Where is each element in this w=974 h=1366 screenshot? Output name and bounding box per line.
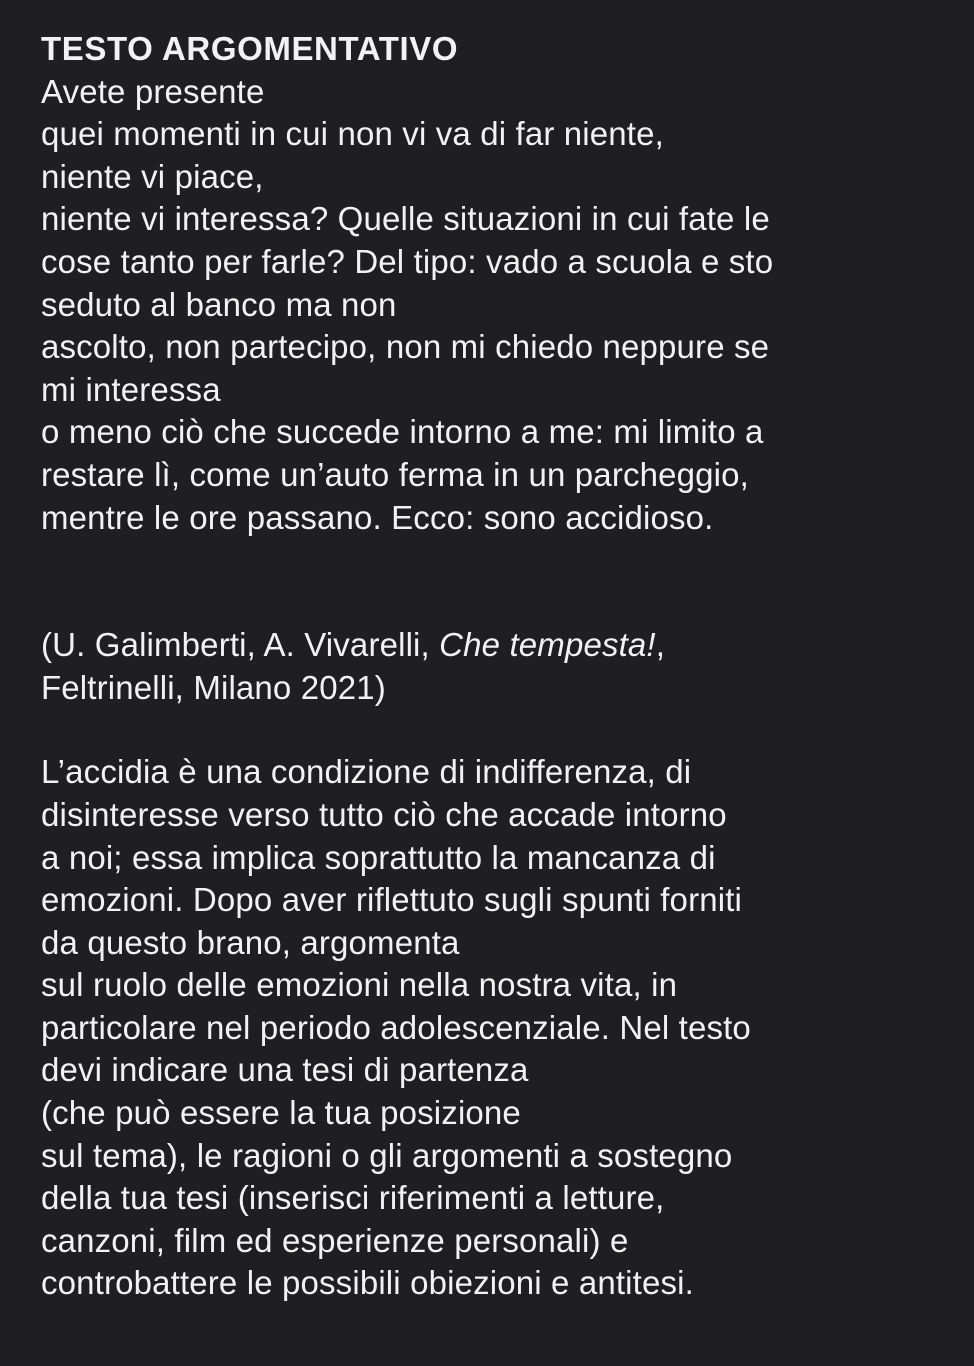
section-spacer bbox=[41, 709, 941, 751]
passage-line: cose tanto per farle? Del tipo: vado a scuola e sto bbox=[41, 242, 774, 280]
assignment-line: sul ruolo delle emozioni nella nostra vita, in bbox=[41, 966, 678, 1004]
section-spacer bbox=[41, 539, 941, 624]
citation-work-title: Che tempesta! bbox=[439, 626, 656, 664]
quoted-passage bbox=[41, 71, 941, 540]
assignment-prompt bbox=[41, 751, 941, 1305]
passage-line: quei momenti in cui non vi va di far niente, bbox=[41, 115, 664, 153]
passage-line: Avete presente bbox=[41, 72, 265, 110]
passage-line: mi interessa bbox=[41, 370, 221, 408]
source-citation bbox=[41, 624, 941, 709]
citation-comma: , bbox=[655, 626, 666, 664]
passage-line: o meno ciò che succede intorno a me: mi limito a bbox=[41, 413, 764, 451]
assignment-line: sul tema), le ragioni o gli argomenti a sostegno bbox=[41, 1136, 733, 1174]
passage-line: mentre le ore passano. Ecco: sono accidioso. bbox=[41, 498, 714, 536]
assignment-line: a noi; essa implica soprattutto la mancanza di bbox=[41, 838, 716, 876]
passage-line: seduto al banco ma non bbox=[41, 285, 397, 323]
assignment-line: canzoni, film ed esperienze personali) e bbox=[41, 1221, 629, 1259]
citation-authors: (U. Galimberti, A. Vivarelli, bbox=[41, 626, 440, 664]
document-title: TESTO ARGOMENTATIVO bbox=[41, 30, 459, 67]
assignment-line: controbattere le possibili obiezioni e antitesi. bbox=[41, 1264, 694, 1302]
assignment-line: disinteresse verso tutto ciò che accade intorno bbox=[41, 795, 727, 833]
assignment-line: devi indicare una tesi di partenza bbox=[41, 1051, 529, 1089]
passage-line: niente vi interessa? Quelle situazioni in cui fate le bbox=[41, 200, 770, 238]
assignment-line: emozioni. Dopo aver riflettuto sugli spunti forniti bbox=[41, 881, 742, 919]
assignment-line: da questo brano, argomenta bbox=[41, 923, 460, 961]
assignment-line: L’accidia è una condizione di indifferenza, di bbox=[41, 753, 692, 791]
document-content bbox=[41, 28, 941, 1305]
citation-line-1 bbox=[41, 624, 941, 667]
assignment-line: (che può essere la tua posizione bbox=[41, 1094, 521, 1132]
assignment-line: particolare nel periodo adolescenziale. Nel testo bbox=[41, 1008, 751, 1046]
passage-line: ascolto, non partecipo, non mi chiedo neppure se bbox=[41, 328, 770, 366]
passage-line: niente vi piace, bbox=[41, 157, 264, 195]
assignment-line: della tua tesi (inserisci riferimenti a letture, bbox=[41, 1179, 665, 1217]
citation-line-2: Feltrinelli, Milano 2021) bbox=[41, 668, 386, 706]
passage-line: restare lì, come un’auto ferma in un parcheggio, bbox=[41, 455, 749, 493]
